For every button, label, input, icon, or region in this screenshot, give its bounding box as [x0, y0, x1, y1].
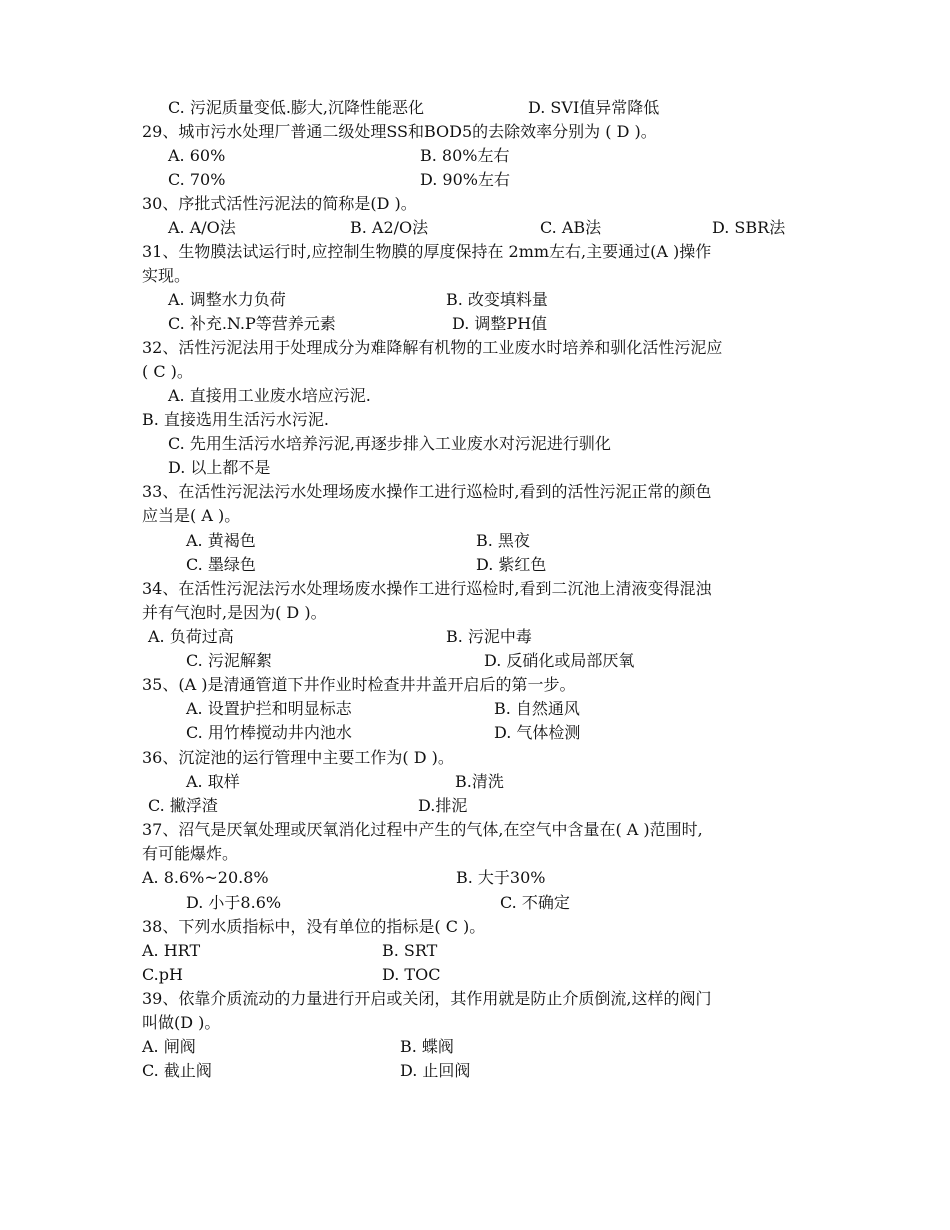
answer-option: A. 黄褐色: [186, 531, 256, 550]
question-text: 31、生物膜法试运行时,应控制生物膜的厚度保持在 2mm左右,主要通过(A )操作: [142, 242, 712, 261]
answer-option: B. 蝶阀: [400, 1037, 454, 1056]
answer-option: B. 大于30%: [456, 868, 546, 887]
answer-option: D. 90%左右: [420, 170, 510, 189]
answer-option: B. 直接选用生活污水污泥.: [142, 410, 330, 429]
answer-option: C. 污泥解絮: [186, 651, 272, 670]
answer-option: C. 先用生活污水培养污泥,再逐步排入工业废水对污泥进行驯化: [168, 434, 611, 453]
answer-option: A. 负荷过高: [148, 627, 234, 646]
answer-option: A. HRT: [142, 941, 201, 960]
answer-option: D. 反硝化或局部厌氧: [484, 651, 635, 670]
answer-option: D. 紫红色: [476, 555, 547, 574]
answer-option: D.排泥: [418, 796, 468, 815]
answer-option: A. 60%: [168, 146, 226, 165]
answer-option: C. 污泥质量变低.膨大,沉降性能恶化: [168, 98, 425, 117]
answer-option: C.pH: [142, 965, 183, 984]
answer-option: C. AB法: [540, 218, 602, 237]
answer-option: B. 自然通风: [494, 699, 580, 718]
question-text: 35、(A )是清通管道下井作业时检查井井盖开启后的第一步。: [142, 675, 576, 694]
answer-option: B. SRT: [382, 941, 438, 960]
question-text: 34、在活性污泥法污水处理场废水操作工进行巡检时,看到二沉池上清液变得混浊: [142, 579, 712, 598]
answer-option: C. 撇浮渣: [148, 796, 218, 815]
answer-option: D. 小于8.6%: [186, 893, 282, 912]
question-text: 30、序批式活性污泥法的简称是(D )。: [142, 194, 417, 213]
answer-option: C. 补充.N.P等营养元素: [168, 314, 336, 333]
answer-option: B. 80%左右: [420, 146, 510, 165]
answer-option: D. SVI值异常降低: [528, 98, 660, 117]
answer-option: A. 调整水力负荷: [168, 290, 286, 309]
question-text: 并有气泡时,是因为( D )。: [142, 603, 327, 622]
answer-option: A. 闸阀: [142, 1037, 196, 1056]
answer-option: C. 用竹棒搅动井内池水: [186, 723, 352, 742]
question-text: 实现。: [142, 266, 191, 285]
question-text: 有可能爆炸。: [142, 844, 239, 863]
answer-option: A. 设置护拦和明显标志: [186, 699, 352, 718]
answer-option: A. 8.6%~20.8%: [142, 868, 269, 887]
answer-option: D. 调整PH值: [452, 314, 548, 333]
answer-option: B.清洗: [455, 772, 504, 791]
answer-option: A. A/O法: [168, 218, 236, 237]
answer-option: B. 改变填料量: [446, 290, 548, 309]
question-text: 38、下列水质指标中，没有单位的指标是( C )。: [142, 917, 486, 936]
question-text: 应当是( A )。: [142, 506, 241, 525]
answer-option: B. 黑夜: [476, 531, 530, 550]
question-text: 36、沉淀池的运行管理中主要工作为( D )。: [142, 748, 454, 767]
question-text: ( C )。: [142, 362, 193, 381]
answer-option: D. 止回阀: [400, 1061, 471, 1080]
question-text: 叫做(D )。: [142, 1013, 221, 1032]
question-text: 39、依靠介质流动的力量进行开启或关闭，其作用就是防止介质倒流,这样的阀门: [142, 989, 712, 1008]
answer-option: D. 气体检测: [494, 723, 581, 742]
question-text: 33、在活性污泥法污水处理场废水操作工进行巡检时,看到的活性污泥正常的颜色: [142, 482, 712, 501]
answer-option: B. 污泥中毒: [446, 627, 532, 646]
question-text: 32、活性污泥法用于处理成分为难降解有机物的工业废水时培养和驯化活性污泥应: [142, 338, 723, 357]
question-text: 37、沼气是厌氧处理或厌氧消化过程中产生的气体,在空气中含量在( A )范围时,: [142, 820, 703, 839]
answer-option: C. 70%: [168, 170, 226, 189]
answer-option: D. TOC: [382, 965, 441, 984]
answer-option: A. 取样: [186, 772, 240, 791]
answer-option: C. 不确定: [500, 893, 570, 912]
question-text: 29、城市污水处理厂普通二级处理SS和BOD5的去除效率分别为 ( D )。: [142, 122, 657, 141]
answer-option: D. 以上都不是: [168, 458, 271, 477]
answer-option: C. 截止阀: [142, 1061, 212, 1080]
answer-option: B. A2/O法: [350, 218, 429, 237]
answer-option: C. 墨绿色: [186, 555, 256, 574]
answer-option: D. SBR法: [712, 218, 786, 237]
answer-option: A. 直接用工业废水培应污泥.: [168, 386, 371, 405]
